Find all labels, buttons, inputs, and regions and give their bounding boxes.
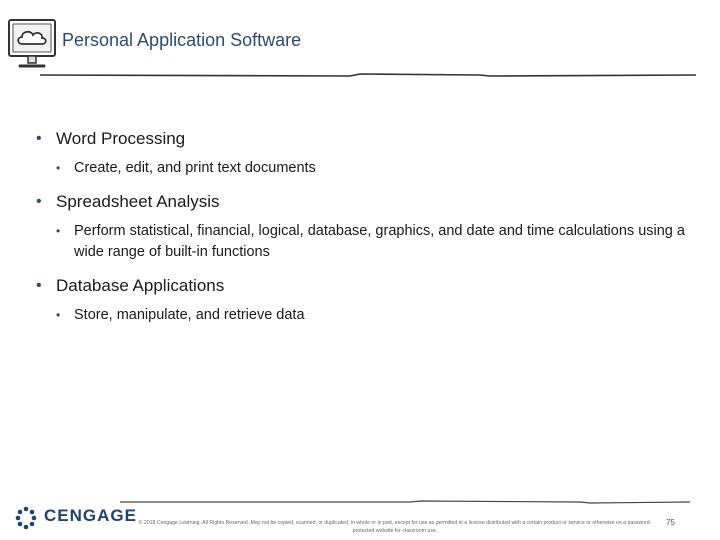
sub-bullet-word-processing: • Create, edit, and print text documents	[54, 158, 696, 179]
title-divider	[40, 70, 696, 80]
copyright-notice: © 2018 Cengage Learning. All Rights Reserved. May not be copied, scanned, or duplicated, in whole or in part, except for use as permitted in a license distributed with a certain product or service or otherwise on a password-protected website for classroom use.	[138, 520, 652, 534]
bullet-database-applications: • Database Applications	[36, 275, 696, 297]
bullet-spreadsheet-analysis: • Spreadsheet Analysis	[36, 191, 696, 213]
page-title: Personal Application Software	[62, 30, 302, 50]
cloud-monitor-icon	[6, 16, 58, 72]
slide-content	[36, 128, 696, 338]
bullet-word-processing: • Word Processing	[36, 128, 696, 150]
cengage-logo-icon	[14, 504, 44, 530]
footer-divider	[120, 498, 690, 506]
sub-bullet-spreadsheet-analysis: • Perform statistical, financial, logical, database, graphics, and date and time calculations using a wide range of built-in functions	[54, 221, 696, 263]
page-number: 75	[666, 518, 675, 527]
sub-bullet-database-applications: • Store, manipulate, and retrieve data	[54, 305, 696, 326]
brand-name: CENGAGE	[44, 506, 137, 525]
